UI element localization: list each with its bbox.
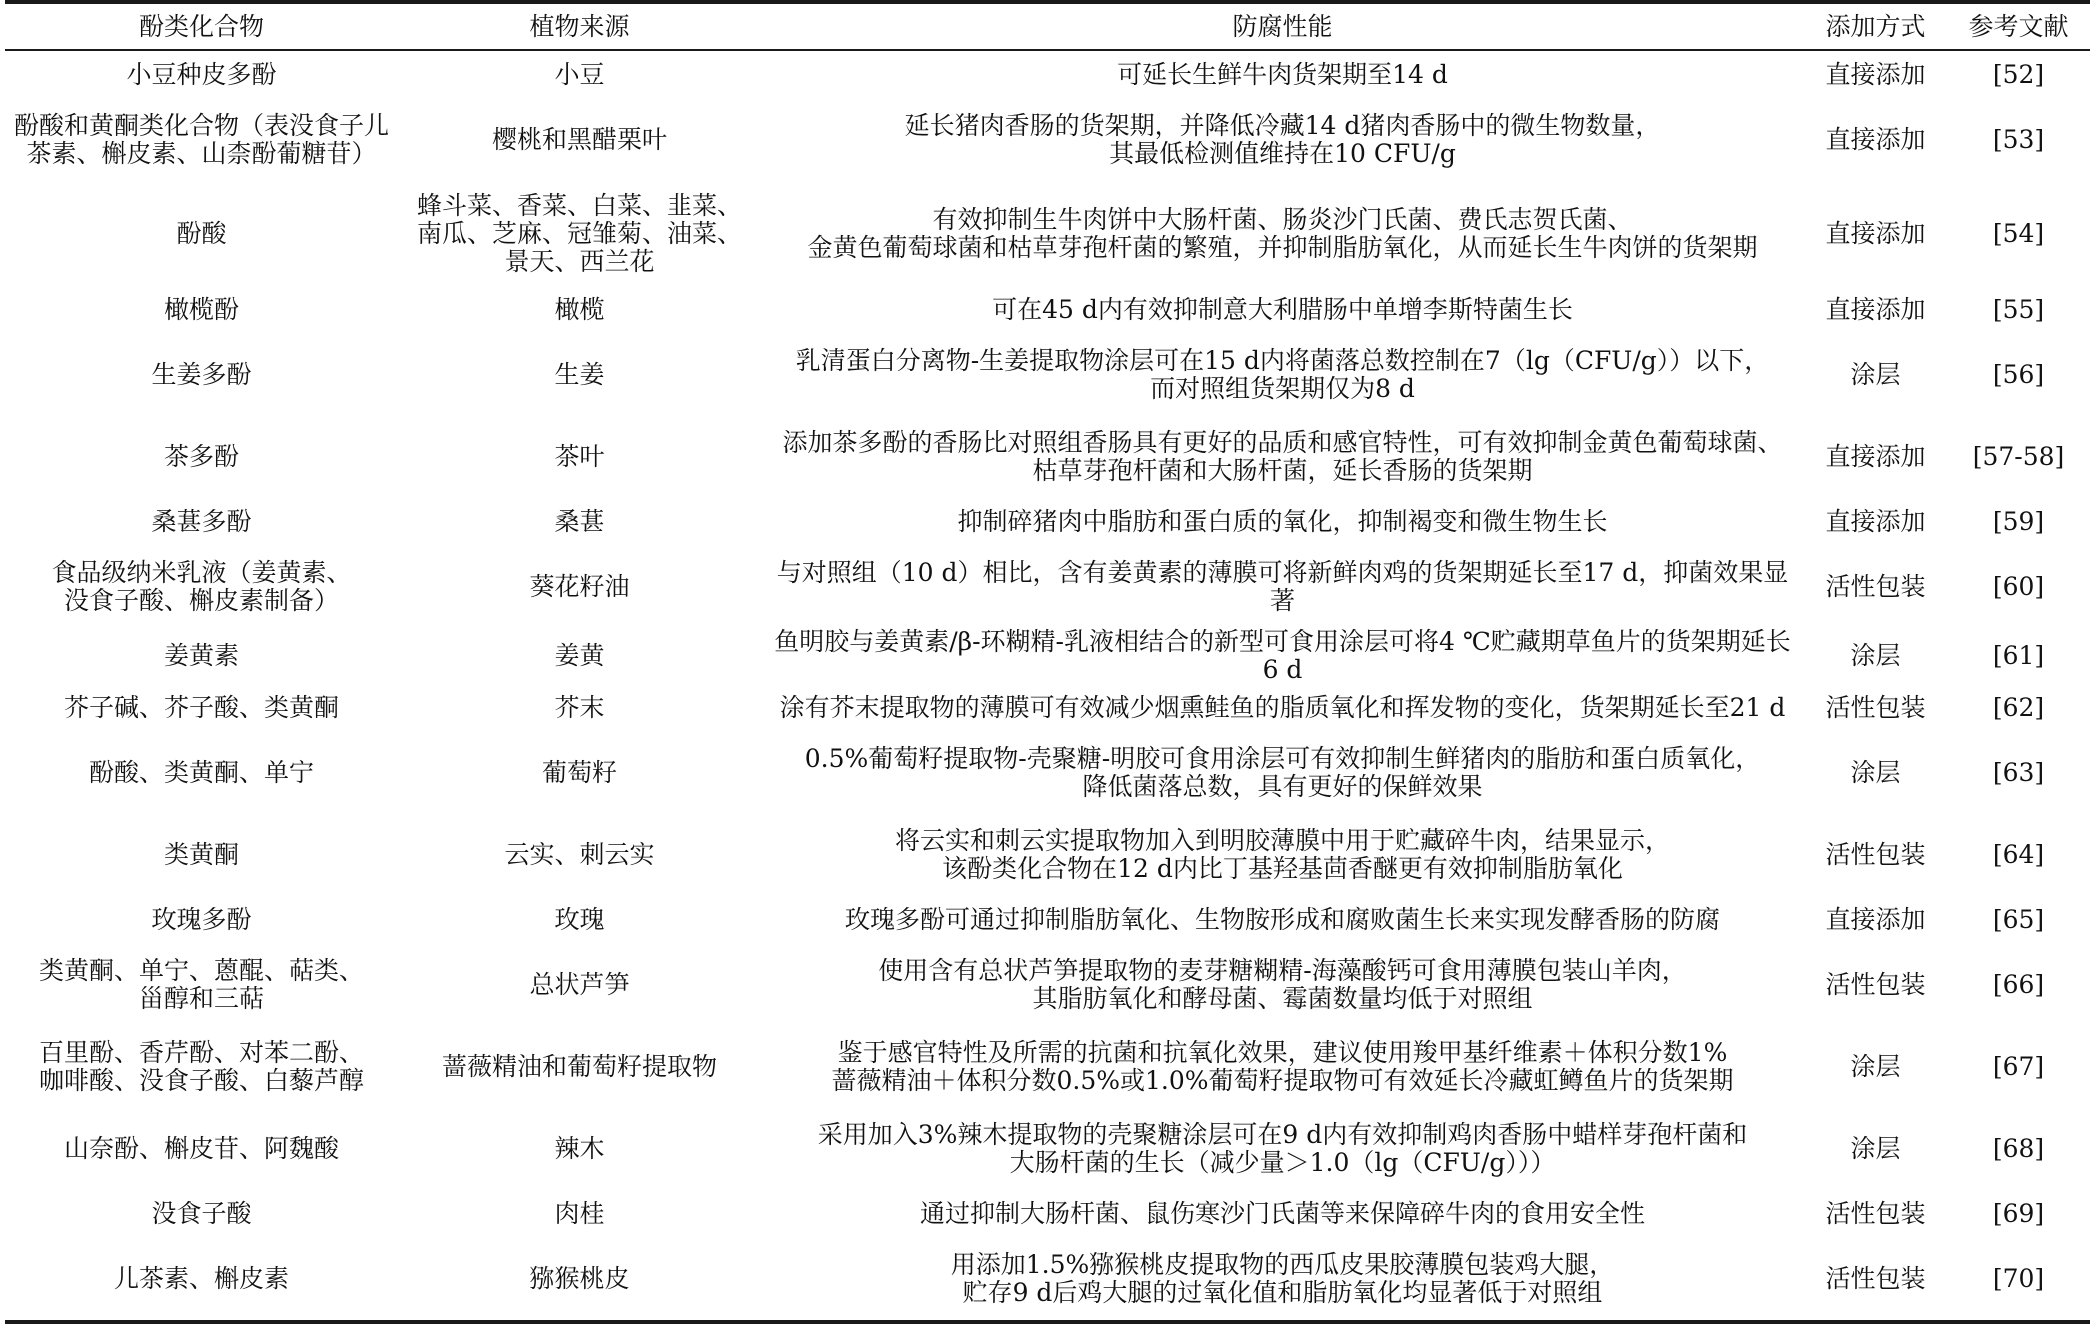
cell-method: 活性包装 — [1804, 1238, 1947, 1322]
cell-effect: 采用加入3%辣木提取物的壳聚糖涂层可在9 d内有效抑制鸡肉香肠中蜡样芽孢杆菌和 大肠杆菌的生长（减少量＞1.0（lg（CFU/g））） — [817, 1120, 1748, 1177]
cell-compound: 小豆种皮多酚 — [126, 59, 277, 89]
cell-method: 活性包装 — [1825, 693, 1926, 722]
cell-reference: [63] — [1992, 758, 2045, 787]
cell-effect: 玫瑰多酚可通过抑制脂肪氧化、生物胺形成和腐败菌生长来实现发酵香肠的防腐 — [844, 905, 1720, 934]
cell-reference: [65] — [1992, 905, 2045, 934]
cell-compound: 茶多酚 — [163, 442, 239, 471]
cell-reference: [54] — [1992, 219, 2045, 248]
table-row — [5, 498, 2090, 546]
cell-source: 肉桂 — [554, 1199, 605, 1228]
cell-compound: 酚酸和黄酮类化合物（表没食子儿 茶素、槲皮素、山柰酚葡糖苷） — [13, 111, 389, 168]
header-source: 植物来源 — [398, 2, 761, 50]
cell-method: 直接添加 — [1825, 442, 1926, 471]
cell-reference: [56] — [1992, 360, 2045, 389]
cell-source: 小豆 — [554, 59, 605, 89]
cell-compound: 生姜多酚 — [151, 360, 252, 389]
cell-method: 涂层 — [1850, 1134, 1901, 1163]
cell-effect: 乳清蛋白分离物-生姜提取物涂层可在15 d内将菌落总数控制在7（lg（CFU/g））以下， 而对照组货架期仅为8 d — [795, 346, 1770, 403]
cell-reference: [68] — [1992, 1134, 2045, 1163]
cell-reference: [53] — [1992, 125, 2045, 154]
table-body — [5, 50, 2090, 1322]
cell-reference: [66] — [1992, 970, 2045, 999]
cell-source: 芥末 — [554, 693, 605, 722]
cell-source: 猕猴桃皮 — [398, 1238, 761, 1322]
header-row — [5, 2, 2090, 50]
table-header — [5, 2, 2090, 50]
cell-method: 活性包装 — [1825, 1199, 1926, 1228]
header-reference: 参考文献 — [1947, 2, 2090, 50]
cell-compound: 桑葚多酚 — [151, 507, 252, 536]
cell-reference: [57-58] — [1972, 442, 2065, 471]
cell-method: 活性包装 — [1825, 572, 1926, 601]
table-row — [5, 1190, 2090, 1238]
cell-method: 直接添加 — [1825, 295, 1926, 324]
cell-effect: 可延长生鲜牛肉货架期至14 d — [1117, 59, 1448, 89]
cell-effect: 使用含有总状芦笋提取物的麦芽糖糊精-海藻酸钙可食用薄膜包装山羊肉， 其脂肪氧化和酵母菌、霉菌数量均低于对照组 — [878, 956, 1687, 1013]
cell-source: 樱桃和黑醋栗叶 — [491, 125, 667, 154]
cell-reference: [70] — [1947, 1238, 2090, 1322]
cell-reference: [59] — [1992, 507, 2045, 536]
table-row — [5, 628, 2090, 684]
phenolic-preservation-table — [5, 0, 2090, 1324]
cell-method: 涂层 — [1850, 641, 1901, 670]
cell-source: 橄榄 — [554, 295, 605, 324]
cell-effect: 添加茶多酚的香肠比对照组香肠具有更好的品质和感官特性，可有效抑制金黄色葡萄球菌、 枯草芽孢杆菌和大肠杆菌，延长香肠的货架期 — [782, 428, 1783, 485]
table-row — [5, 546, 2090, 628]
cell-source: 蜂斗菜、香菜、白菜、韭菜、 南瓜、芝麻、冠雏菊、油菜、 景天、西兰花 — [416, 191, 742, 276]
table-row — [5, 50, 2090, 98]
cell-reference: [52] — [1992, 59, 2045, 89]
cell-method: 直接添加 — [1825, 507, 1926, 536]
table-container — [5, 0, 2069, 1324]
cell-method: 直接添加 — [1825, 125, 1926, 154]
cell-compound: 姜黄素 — [163, 641, 239, 670]
table-row — [5, 416, 2090, 498]
cell-compound: 食品级纳米乳液（姜黄素、 没食子酸、槲皮素制备） — [51, 558, 352, 615]
cell-effect: 通过抑制大肠杆菌、鼠伤寒沙门氏菌等来保障碎牛肉的食用安全性 — [919, 1199, 1645, 1228]
cell-reference: [69] — [1992, 1199, 2045, 1228]
table-row — [5, 98, 2090, 182]
cell-compound: 橄榄酚 — [163, 295, 239, 324]
table-row — [5, 814, 2090, 896]
cell-source: 玫瑰 — [554, 905, 605, 934]
table-row — [5, 944, 2090, 1026]
cell-method: 直接添加 — [1825, 59, 1926, 89]
table-row — [5, 1238, 2090, 1322]
cell-effect: 用添加1.5%猕猴桃皮提取物的西瓜皮果胶薄膜包装鸡大腿， 贮存9 d后鸡大腿的过氧化值和脂肪氧化均显著低于对照组 — [761, 1238, 1804, 1322]
cell-compound: 山奈酚、槲皮苷、阿魏酸 — [63, 1134, 339, 1163]
cell-method: 活性包装 — [1825, 840, 1926, 869]
cell-effect: 鱼明胶与姜黄素/β-环糊精-乳液相结合的新型可食用涂层可将4 ℃贮藏期草鱼片的货架期延长6 d — [774, 627, 1791, 684]
cell-compound: 类黄酮、单宁、蒽醌、萜类、 甾醇和三萜 — [38, 956, 364, 1013]
cell-compound: 百里酚、香芹酚、对苯二酚、 咖啡酸、没食子酸、白藜芦醇 — [38, 1038, 364, 1095]
cell-source: 云实、刺云实 — [504, 840, 655, 869]
cell-source: 生姜 — [554, 360, 605, 389]
header-effect: 防腐性能 — [761, 2, 1804, 50]
cell-effect: 抑制碎猪肉中脂肪和蛋白质的氧化，抑制褐变和微生物生长 — [957, 507, 1608, 536]
cell-effect: 涂有芥末提取物的薄膜可有效减少烟熏鲑鱼的脂质氧化和挥发物的变化，货架期延长至21 d — [779, 693, 1786, 722]
cell-method: 直接添加 — [1825, 905, 1926, 934]
cell-compound: 芥子碱、芥子酸、类黄酮 — [63, 693, 339, 722]
cell-source: 葵花籽油 — [529, 572, 630, 601]
cell-source: 辣木 — [554, 1134, 605, 1163]
cell-method: 活性包装 — [1825, 970, 1926, 999]
cell-method: 直接添加 — [1825, 219, 1926, 248]
cell-source: 姜黄 — [554, 641, 605, 670]
cell-compound: 玫瑰多酚 — [151, 905, 252, 934]
cell-method: 涂层 — [1850, 758, 1901, 787]
cell-effect: 延长猪肉香肠的货架期，并降低冷藏14 d猪肉香肠中的微生物数量， 其最低检测值维持在10 CFU/g — [904, 111, 1661, 168]
table-row — [5, 732, 2090, 814]
cell-reference: [60] — [1992, 572, 2045, 601]
table-row — [5, 182, 2090, 286]
table-row — [5, 1026, 2090, 1108]
cell-compound: 酚酸 — [176, 219, 227, 248]
cell-effect: 有效抑制生牛肉饼中大肠杆菌、肠炎沙门氏菌、费氏志贺氏菌、 金黄色葡萄球菌和枯草芽孢杆菌的繁殖，并抑制脂肪氧化，从而延长生牛肉饼的货架期 — [807, 205, 1758, 262]
cell-source: 桑葚 — [554, 507, 605, 536]
table-row — [5, 334, 2090, 416]
header-compound: 酚类化合物 — [5, 2, 398, 50]
cell-effect: 可在45 d内有效抑制意大利腊肠中单增李斯特菌生长 — [992, 295, 1573, 324]
cell-effect: 与对照组（10 d）相比，含有姜黄素的薄膜可将新鲜肉鸡的货架期延长至17 d，抑菌效果显著 — [776, 558, 1789, 615]
cell-reference: [62] — [1992, 693, 2045, 722]
cell-source: 总状芦笋 — [529, 970, 630, 999]
cell-effect: 鉴于感官特性及所需的抗菌和抗氧化效果，建议使用羧甲基纤维素＋体积分数1% 蔷薇精油＋体积分数0.5%或1.0%葡萄籽提取物可有效延长冷藏虹鳟鱼片的货架期 — [831, 1038, 1734, 1095]
header-method: 添加方式 — [1804, 2, 1947, 50]
table-row — [5, 286, 2090, 334]
cell-effect: 0.5%葡萄籽提取物-壳聚糖-明胶可食用涂层可有效抑制生鲜猪肉的脂肪和蛋白质氧化， 降低菌落总数，具有更好的保鲜效果 — [804, 744, 1761, 801]
table-row — [5, 1108, 2090, 1190]
cell-method: 涂层 — [1850, 360, 1901, 389]
cell-source: 葡萄籽 — [541, 758, 617, 787]
cell-method: 涂层 — [1850, 1052, 1901, 1081]
cell-compound: 没食子酸 — [151, 1199, 252, 1228]
cell-reference: [61] — [1992, 641, 2045, 670]
cell-source: 茶叶 — [554, 442, 605, 471]
cell-compound: 儿茶素、槲皮素 — [5, 1238, 398, 1322]
cell-compound: 类黄酮 — [163, 840, 239, 869]
table-row — [5, 684, 2090, 732]
cell-reference: [55] — [1992, 295, 2045, 324]
cell-compound: 酚酸、类黄酮、单宁 — [88, 758, 314, 787]
cell-effect: 将云实和刺云实提取物加入到明胶薄膜中用于贮藏碎牛肉，结果显示， 该酚类化合物在12 d内比丁基羟基茴香醚更有效抑制脂肪氧化 — [894, 826, 1670, 883]
cell-reference: [67] — [1992, 1052, 2045, 1081]
cell-reference: [64] — [1992, 840, 2045, 869]
table-row — [5, 896, 2090, 944]
cell-source: 蔷薇精油和葡萄籽提取物 — [441, 1052, 717, 1081]
